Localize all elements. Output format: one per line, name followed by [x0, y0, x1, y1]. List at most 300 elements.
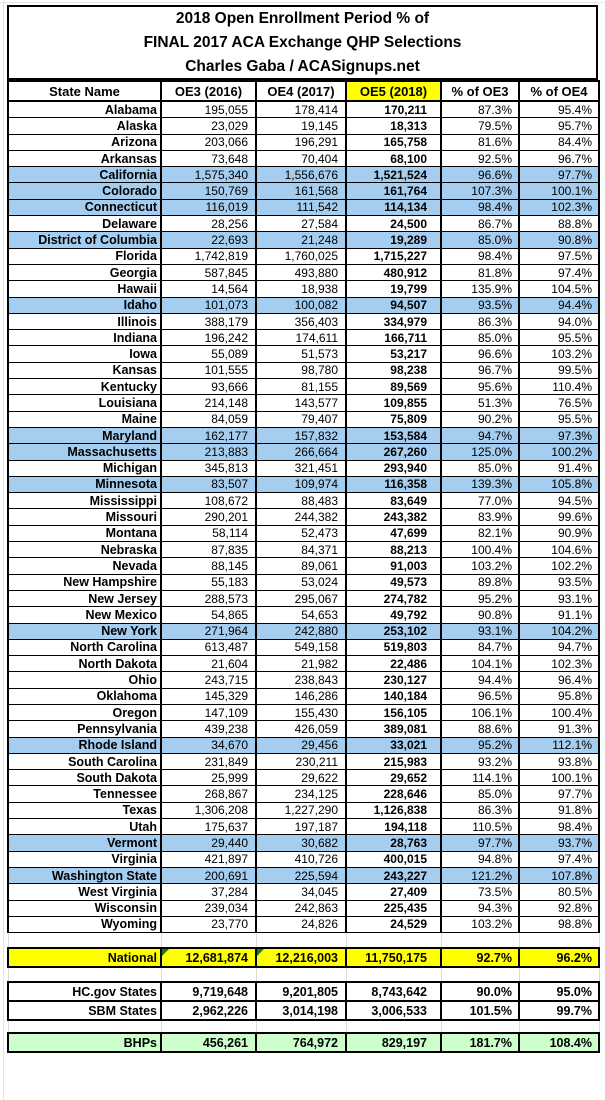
- row-label-cell: Oregon: [8, 704, 161, 720]
- value-cell-oe4: 24,826: [256, 916, 346, 932]
- value-cell-oe5: 166,711: [346, 330, 441, 346]
- row-label-cell: Pennsylvania: [8, 721, 161, 737]
- value-cell-oe3: 195,055: [161, 101, 256, 118]
- value-cell-oe5: 829,197: [346, 1033, 441, 1052]
- spacer-cell: [441, 933, 519, 949]
- state-row: [8, 183, 599, 199]
- row-label-cell: Oklahoma: [8, 688, 161, 704]
- value-cell-oe5: 243,227: [346, 867, 441, 883]
- value-cell-oe5: 1,521,524: [346, 167, 441, 183]
- state-row: [8, 379, 599, 395]
- value-cell-oe4: 18,938: [256, 281, 346, 297]
- state-row: [8, 590, 599, 606]
- state-row: [8, 101, 599, 118]
- value-cell-oe3: 29,440: [161, 835, 256, 851]
- value-cell-oe3: 1,306,208: [161, 802, 256, 818]
- state-row: [8, 672, 599, 688]
- value-cell-oe3: 83,507: [161, 476, 256, 492]
- value-cell-pct_oe4: 104.6%: [519, 542, 599, 558]
- value-cell-pct_oe3: 85.0%: [441, 232, 519, 248]
- row-label-cell: Montana: [8, 525, 161, 541]
- value-cell-oe4: 244,382: [256, 509, 346, 525]
- row-label-cell: Connecticut: [8, 199, 161, 215]
- state-row: [8, 525, 599, 541]
- row-label-cell: HC.gov States: [8, 982, 161, 1001]
- value-cell-pct_oe3: 93.5%: [441, 297, 519, 313]
- value-cell-pct_oe4: 97.3%: [519, 427, 599, 443]
- value-cell-oe5: 18,313: [346, 118, 441, 134]
- value-cell-pct_oe4: 98.8%: [519, 916, 599, 932]
- value-cell-oe3: 55,089: [161, 346, 256, 362]
- value-cell-pct_oe4: 100.2%: [519, 444, 599, 460]
- value-cell-oe4: 549,158: [256, 639, 346, 655]
- value-cell-oe5: 24,500: [346, 216, 441, 232]
- spacer-row: [8, 967, 599, 982]
- value-cell-pct_oe4: 97.5%: [519, 248, 599, 264]
- value-cell-oe3: 34,670: [161, 737, 256, 753]
- value-cell-pct_oe4: 100.4%: [519, 704, 599, 720]
- value-cell-oe4: 52,473: [256, 525, 346, 541]
- value-cell-pct_oe4: 93.7%: [519, 835, 599, 851]
- column-header-pct-of-oe4: % of OE4: [519, 81, 599, 101]
- value-cell-oe5: 49,573: [346, 574, 441, 590]
- value-cell-pct_oe3: 98.4%: [441, 248, 519, 264]
- value-cell-oe5: 480,912: [346, 264, 441, 280]
- value-cell-oe5: 230,127: [346, 672, 441, 688]
- value-cell-pct_oe4: 103.2%: [519, 346, 599, 362]
- row-label-cell: Louisiana: [8, 395, 161, 411]
- value-cell-oe4: 81,155: [256, 379, 346, 395]
- value-cell-oe4: 51,573: [256, 346, 346, 362]
- value-cell-pct_oe3: 94.7%: [441, 427, 519, 443]
- value-cell-pct_oe3: 95.2%: [441, 737, 519, 753]
- value-cell-oe3: 101,073: [161, 297, 256, 313]
- value-cell-oe3: 14,564: [161, 281, 256, 297]
- value-cell-pct_oe3: 104.1%: [441, 656, 519, 672]
- value-cell-oe5: 161,764: [346, 183, 441, 199]
- row-label-cell: National: [8, 948, 161, 967]
- state-row: [8, 851, 599, 867]
- value-cell-pct_oe3: 106.1%: [441, 704, 519, 720]
- row-label-cell: Wisconsin: [8, 900, 161, 916]
- value-cell-oe4: 225,594: [256, 867, 346, 883]
- state-row: [8, 248, 599, 264]
- value-cell-oe3: 87,835: [161, 542, 256, 558]
- value-cell-oe4: 146,286: [256, 688, 346, 704]
- row-label-cell: Massachusetts: [8, 444, 161, 460]
- value-cell-oe4: 295,067: [256, 590, 346, 606]
- value-cell-oe4: 98,780: [256, 362, 346, 378]
- value-cell-pct_oe4: 95.7%: [519, 118, 599, 134]
- value-cell-oe4: 178,414: [256, 101, 346, 118]
- value-cell-oe5: 116,358: [346, 476, 441, 492]
- row-label-cell: Virginia: [8, 851, 161, 867]
- value-cell-oe3: 54,865: [161, 607, 256, 623]
- spacer-cell: [519, 1020, 599, 1033]
- value-cell-pct_oe4: 93.1%: [519, 590, 599, 606]
- value-cell-pct_oe3: 90.8%: [441, 607, 519, 623]
- state-row: [8, 134, 599, 150]
- value-cell-oe5: 267,260: [346, 444, 441, 460]
- value-cell-pct_oe4: 93.5%: [519, 574, 599, 590]
- state-row: [8, 444, 599, 460]
- value-cell-pct_oe3: 107.3%: [441, 183, 519, 199]
- state-row: [8, 607, 599, 623]
- value-cell-pct_oe3: 90.2%: [441, 411, 519, 427]
- value-cell-oe4: 84,371: [256, 542, 346, 558]
- value-cell-pct_oe3: 82.1%: [441, 525, 519, 541]
- value-cell-pct_oe4: 102.3%: [519, 656, 599, 672]
- summary-row-sbm-states: [8, 1001, 599, 1020]
- value-cell-oe4: 234,125: [256, 786, 346, 802]
- row-label-cell: South Dakota: [8, 770, 161, 786]
- value-cell-oe3: 93,666: [161, 379, 256, 395]
- value-cell-pct_oe4: 91.8%: [519, 802, 599, 818]
- value-cell-oe3: 58,114: [161, 525, 256, 541]
- value-cell-pct_oe3: 51.3%: [441, 395, 519, 411]
- value-cell-pct_oe3: 98.4%: [441, 199, 519, 215]
- summary-row-national: [8, 948, 599, 967]
- value-cell-pct_oe4: 88.8%: [519, 216, 599, 232]
- value-cell-pct_oe4: 98.4%: [519, 819, 599, 835]
- value-cell-pct_oe3: 87.3%: [441, 101, 519, 118]
- value-cell-pct_oe4: 76.5%: [519, 395, 599, 411]
- value-cell-pct_oe3: 94.8%: [441, 851, 519, 867]
- value-cell-pct_oe4: 105.8%: [519, 476, 599, 492]
- row-label-cell: Colorado: [8, 183, 161, 199]
- row-label-cell: Kansas: [8, 362, 161, 378]
- value-cell-pct_oe4: 95.8%: [519, 688, 599, 704]
- value-cell-pct_oe4: 91.1%: [519, 607, 599, 623]
- value-cell-pct_oe3: 84.7%: [441, 639, 519, 655]
- value-cell-pct_oe4: 100.1%: [519, 770, 599, 786]
- state-row: [8, 297, 599, 313]
- value-cell-oe3: 116,019: [161, 199, 256, 215]
- row-label-cell: North Dakota: [8, 656, 161, 672]
- value-cell-oe4: 410,726: [256, 851, 346, 867]
- value-cell-pct_oe3: 86.3%: [441, 802, 519, 818]
- value-cell-pct_oe4: 97.4%: [519, 851, 599, 867]
- spacer-cell: [256, 967, 346, 982]
- value-cell-pct_oe4: 96.2%: [519, 948, 599, 967]
- value-cell-oe4: 12,216,003: [256, 948, 346, 967]
- row-label-cell: Delaware: [8, 216, 161, 232]
- title-line-3: Charles Gaba / ACASignups.net: [185, 57, 420, 75]
- row-label-cell: Washington State: [8, 867, 161, 883]
- column-header-oe4-2017: OE4 (2017): [256, 81, 346, 101]
- value-cell-oe3: 388,179: [161, 313, 256, 329]
- value-cell-pct_oe4: 94.5%: [519, 493, 599, 509]
- state-row: [8, 493, 599, 509]
- value-cell-oe4: 764,972: [256, 1033, 346, 1052]
- value-cell-oe5: 334,979: [346, 313, 441, 329]
- spacer-cell: [161, 967, 256, 982]
- column-header-row: [8, 81, 599, 101]
- value-cell-pct_oe3: 125.0%: [441, 444, 519, 460]
- value-cell-pct_oe4: 84.4%: [519, 134, 599, 150]
- value-cell-pct_oe3: 100.4%: [441, 542, 519, 558]
- value-cell-oe5: 75,809: [346, 411, 441, 427]
- value-cell-oe3: 214,148: [161, 395, 256, 411]
- spacer-cell: [346, 1020, 441, 1033]
- spacer-cell: [8, 1020, 161, 1033]
- value-cell-pct_oe4: 99.6%: [519, 509, 599, 525]
- state-row: [8, 786, 599, 802]
- value-cell-oe5: 88,213: [346, 542, 441, 558]
- value-cell-oe3: 9,719,648: [161, 982, 256, 1001]
- value-cell-pct_oe4: 102.2%: [519, 558, 599, 574]
- value-cell-oe5: 98,238: [346, 362, 441, 378]
- value-cell-oe5: 22,486: [346, 656, 441, 672]
- row-label-cell: Florida: [8, 248, 161, 264]
- value-cell-oe5: 28,763: [346, 835, 441, 851]
- value-cell-oe3: 345,813: [161, 460, 256, 476]
- value-cell-oe4: 54,653: [256, 607, 346, 623]
- value-cell-oe3: 271,964: [161, 623, 256, 639]
- value-cell-oe3: 37,284: [161, 884, 256, 900]
- value-cell-oe3: 23,029: [161, 118, 256, 134]
- state-row: [8, 216, 599, 232]
- value-cell-pct_oe3: 181.7%: [441, 1033, 519, 1052]
- value-cell-pct_oe4: 97.7%: [519, 167, 599, 183]
- value-cell-oe3: 243,715: [161, 672, 256, 688]
- value-cell-oe3: 290,201: [161, 509, 256, 525]
- state-row: [8, 819, 599, 835]
- value-cell-oe3: 25,999: [161, 770, 256, 786]
- state-row: [8, 232, 599, 248]
- value-cell-oe5: 165,758: [346, 134, 441, 150]
- value-cell-oe5: 194,118: [346, 819, 441, 835]
- state-row: [8, 753, 599, 769]
- spacer-cell: [8, 933, 161, 949]
- state-row: [8, 330, 599, 346]
- state-row: [8, 542, 599, 558]
- row-label-cell: Utah: [8, 819, 161, 835]
- state-row: [8, 118, 599, 134]
- value-cell-oe4: 266,664: [256, 444, 346, 460]
- value-cell-pct_oe4: 93.8%: [519, 753, 599, 769]
- value-cell-oe4: 196,291: [256, 134, 346, 150]
- value-cell-oe5: 140,184: [346, 688, 441, 704]
- column-header-state-name: State Name: [8, 81, 161, 101]
- state-row: [8, 509, 599, 525]
- value-cell-oe5: 8,743,642: [346, 982, 441, 1001]
- spacer-cell: [441, 1020, 519, 1033]
- value-cell-pct_oe4: 94.4%: [519, 297, 599, 313]
- row-label-cell: Texas: [8, 802, 161, 818]
- value-cell-oe5: 91,003: [346, 558, 441, 574]
- value-cell-pct_oe3: 86.7%: [441, 216, 519, 232]
- value-cell-pct_oe3: 96.7%: [441, 362, 519, 378]
- row-label-cell: Tennessee: [8, 786, 161, 802]
- value-cell-oe3: 231,849: [161, 753, 256, 769]
- value-cell-pct_oe3: 121.2%: [441, 867, 519, 883]
- value-cell-oe4: 3,014,198: [256, 1001, 346, 1020]
- title-line-2: FINAL 2017 ACA Exchange QHP Selections: [143, 33, 462, 51]
- value-cell-oe5: 400,015: [346, 851, 441, 867]
- value-cell-oe3: 150,769: [161, 183, 256, 199]
- value-cell-oe5: 19,289: [346, 232, 441, 248]
- value-cell-oe4: 493,880: [256, 264, 346, 280]
- value-cell-oe4: 27,584: [256, 216, 346, 232]
- value-cell-oe3: 55,183: [161, 574, 256, 590]
- value-cell-pct_oe4: 102.3%: [519, 199, 599, 215]
- value-cell-pct_oe3: 94.3%: [441, 900, 519, 916]
- value-cell-oe5: 49,792: [346, 607, 441, 623]
- value-cell-pct_oe3: 86.3%: [441, 313, 519, 329]
- value-cell-oe5: 19,799: [346, 281, 441, 297]
- value-cell-oe4: 70,404: [256, 150, 346, 166]
- value-cell-oe5: 519,803: [346, 639, 441, 655]
- state-row: [8, 900, 599, 916]
- row-label-cell: Mississippi: [8, 493, 161, 509]
- value-cell-oe4: 321,451: [256, 460, 346, 476]
- value-cell-oe4: 30,682: [256, 835, 346, 851]
- spacer-cell: [346, 967, 441, 982]
- value-cell-oe5: 114,134: [346, 199, 441, 215]
- state-row: [8, 835, 599, 851]
- table-title-block: [7, 5, 598, 80]
- row-label-cell: Indiana: [8, 330, 161, 346]
- row-label-cell: Wyoming: [8, 916, 161, 932]
- value-cell-pct_oe3: 73.5%: [441, 884, 519, 900]
- value-cell-pct_oe3: 96.5%: [441, 688, 519, 704]
- state-row: [8, 704, 599, 720]
- value-cell-oe3: 268,867: [161, 786, 256, 802]
- value-cell-pct_oe3: 92.5%: [441, 150, 519, 166]
- value-cell-oe4: 100,082: [256, 297, 346, 313]
- row-label-cell: Minnesota: [8, 476, 161, 492]
- state-row: [8, 281, 599, 297]
- value-cell-oe4: 79,407: [256, 411, 346, 427]
- value-cell-pct_oe3: 139.3%: [441, 476, 519, 492]
- state-row: [8, 916, 599, 932]
- value-cell-oe4: 89,061: [256, 558, 346, 574]
- row-label-cell: Rhode Island: [8, 737, 161, 753]
- value-cell-oe3: 175,637: [161, 819, 256, 835]
- value-cell-pct_oe4: 96.4%: [519, 672, 599, 688]
- value-cell-pct_oe4: 94.7%: [519, 639, 599, 655]
- row-label-cell: Arkansas: [8, 150, 161, 166]
- state-row: [8, 150, 599, 166]
- state-row: [8, 770, 599, 786]
- value-cell-pct_oe3: 85.0%: [441, 330, 519, 346]
- spacer-cell: [441, 967, 519, 982]
- value-cell-oe5: 243,382: [346, 509, 441, 525]
- value-cell-pct_oe3: 103.2%: [441, 558, 519, 574]
- row-label-cell: New Jersey: [8, 590, 161, 606]
- value-cell-oe3: 613,487: [161, 639, 256, 655]
- value-cell-oe3: 203,066: [161, 134, 256, 150]
- value-cell-oe3: 84,059: [161, 411, 256, 427]
- value-cell-pct_oe4: 97.7%: [519, 786, 599, 802]
- value-cell-oe3: 1,575,340: [161, 167, 256, 183]
- value-cell-oe5: 153,584: [346, 427, 441, 443]
- value-cell-pct_oe4: 95.5%: [519, 330, 599, 346]
- value-cell-oe5: 389,081: [346, 721, 441, 737]
- row-label-cell: North Carolina: [8, 639, 161, 655]
- row-label-cell: California: [8, 167, 161, 183]
- spacer-cell: [161, 933, 256, 949]
- row-label-cell: Nebraska: [8, 542, 161, 558]
- value-cell-oe3: 587,845: [161, 264, 256, 280]
- value-cell-oe3: 147,109: [161, 704, 256, 720]
- row-label-cell: SBM States: [8, 1001, 161, 1020]
- value-cell-oe3: 162,177: [161, 427, 256, 443]
- value-cell-pct_oe3: 90.0%: [441, 982, 519, 1001]
- value-cell-oe5: 33,021: [346, 737, 441, 753]
- state-row: [8, 362, 599, 378]
- value-cell-oe3: 145,329: [161, 688, 256, 704]
- state-row: [8, 460, 599, 476]
- value-cell-pct_oe3: 95.2%: [441, 590, 519, 606]
- value-cell-oe4: 161,568: [256, 183, 346, 199]
- value-cell-pct_oe4: 108.4%: [519, 1033, 599, 1052]
- value-cell-pct_oe4: 90.8%: [519, 232, 599, 248]
- value-cell-oe5: 274,782: [346, 590, 441, 606]
- value-cell-pct_oe3: 95.6%: [441, 379, 519, 395]
- value-cell-pct_oe3: 114.1%: [441, 770, 519, 786]
- value-cell-oe5: 47,699: [346, 525, 441, 541]
- spacer-row: [8, 1020, 599, 1033]
- value-cell-pct_oe3: 88.6%: [441, 721, 519, 737]
- value-cell-pct_oe3: 89.8%: [441, 574, 519, 590]
- row-label-cell: Illinois: [8, 313, 161, 329]
- value-cell-oe4: 34,045: [256, 884, 346, 900]
- value-cell-oe5: 29,652: [346, 770, 441, 786]
- value-cell-oe5: 89,569: [346, 379, 441, 395]
- spacer-cell: [346, 933, 441, 949]
- value-cell-pct_oe4: 80.5%: [519, 884, 599, 900]
- state-row: [8, 656, 599, 672]
- value-cell-pct_oe4: 96.7%: [519, 150, 599, 166]
- value-cell-pct_oe3: 83.9%: [441, 509, 519, 525]
- value-cell-pct_oe4: 94.0%: [519, 313, 599, 329]
- value-cell-pct_oe4: 104.5%: [519, 281, 599, 297]
- row-label-cell: Maine: [8, 411, 161, 427]
- value-cell-oe5: 1,126,838: [346, 802, 441, 818]
- value-cell-oe4: 1,227,290: [256, 802, 346, 818]
- row-label-cell: District of Columbia: [8, 232, 161, 248]
- value-cell-oe3: 288,573: [161, 590, 256, 606]
- value-cell-oe4: 143,577: [256, 395, 346, 411]
- row-label-cell: Ohio: [8, 672, 161, 688]
- summary-row-bhps: [8, 1033, 599, 1052]
- row-label-cell: Alabama: [8, 101, 161, 118]
- value-cell-oe3: 456,261: [161, 1033, 256, 1052]
- value-cell-pct_oe3: 110.5%: [441, 819, 519, 835]
- state-row: [8, 167, 599, 183]
- value-cell-oe5: 228,646: [346, 786, 441, 802]
- value-cell-oe5: 3,006,533: [346, 1001, 441, 1020]
- value-cell-pct_oe3: 94.4%: [441, 672, 519, 688]
- value-cell-oe3: 88,145: [161, 558, 256, 574]
- value-cell-oe5: 11,750,175: [346, 948, 441, 967]
- row-label-cell: Vermont: [8, 835, 161, 851]
- spacer-row: [8, 933, 599, 949]
- value-cell-pct_oe4: 100.1%: [519, 183, 599, 199]
- row-label-cell: West Virginia: [8, 884, 161, 900]
- value-cell-oe4: 197,187: [256, 819, 346, 835]
- state-row: [8, 737, 599, 753]
- row-label-cell: Nevada: [8, 558, 161, 574]
- value-cell-oe5: 170,211: [346, 101, 441, 118]
- value-cell-oe5: 156,105: [346, 704, 441, 720]
- value-cell-oe4: 1,760,025: [256, 248, 346, 264]
- value-cell-oe5: 293,940: [346, 460, 441, 476]
- row-label-cell: South Carolina: [8, 753, 161, 769]
- state-row: [8, 313, 599, 329]
